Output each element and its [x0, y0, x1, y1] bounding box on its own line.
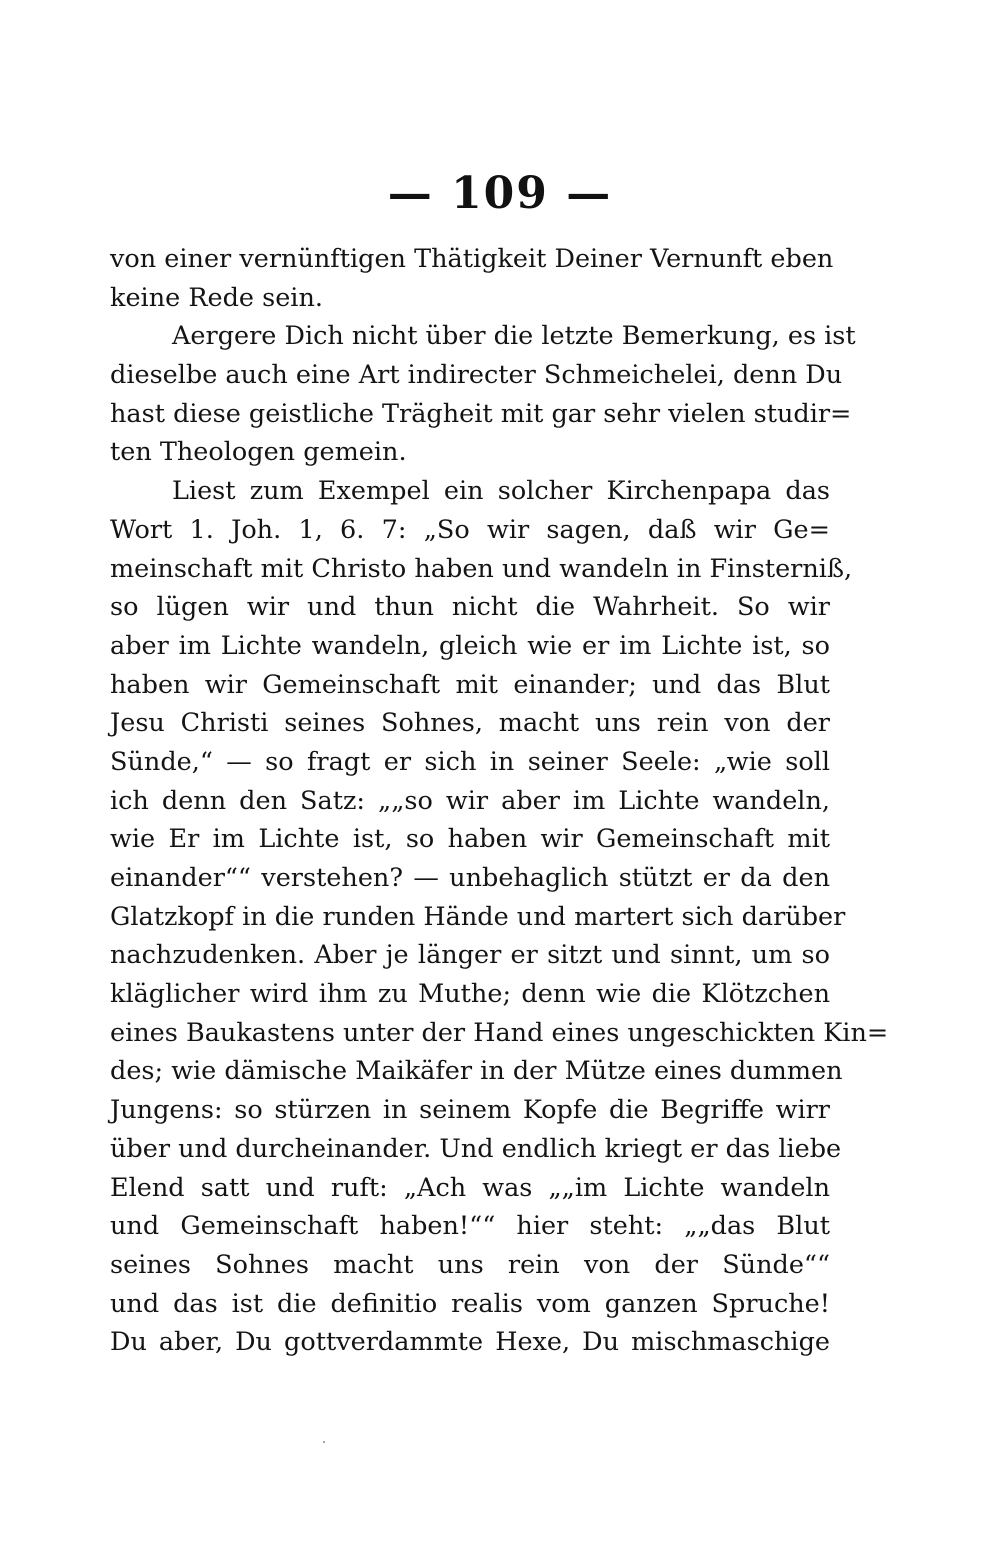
- text-line-25: Elend satt und ruft: „Ach was „„im Lichte wandeln: [110, 1172, 830, 1203]
- text-line-4: dieselbe auch eine Art indirecter Schmeichelei, denn Du: [110, 360, 843, 391]
- text-line-18: Glatzkopf in die runden Hände und martert sich darüber: [110, 901, 846, 932]
- text-line-13: Jesu Christi seines Sohnes, macht uns rein von der: [110, 708, 830, 739]
- text-line-17: einander““ verstehen? — unbehaglich stützt er da den: [110, 863, 830, 893]
- text-line-23: Jungens: so stürzen in seinem Kopfe die Begriffe wirr: [110, 1095, 830, 1126]
- text-line-15: ich denn den Satz: „„so wir aber im Lichte wandeln,: [110, 785, 830, 816]
- text-line-24: über und durcheinander. Und endlich kriegt er das liebe: [110, 1133, 842, 1164]
- text-line-19: nachzudenken. Aber je länger er sitzt und sinnt, um so: [110, 940, 830, 971]
- text-line-26: und Gemeinschaft haben!““ hier steht: „„das Blut: [110, 1211, 830, 1242]
- text-line-11: aber im Lichte wandeln, gleich wie er im Lichte ist, so: [110, 630, 830, 661]
- text-line-9: meinschaft mit Christo haben und wandeln in Finsterniß,: [110, 553, 853, 584]
- text-line-29: Du aber, Du gottverdammte Hexe, Du mischmaschige: [110, 1327, 830, 1358]
- text-line-14: Sünde,“ — so fragt er sich in seiner Seele: „wie soll: [110, 746, 830, 777]
- text-line-1: von einer vernünftigen Thätigkeit Deiner Vernunft eben: [110, 244, 834, 274]
- text-line-6: ten Theologen gemein.: [110, 437, 407, 468]
- text-line-27: seines Sohnes macht uns rein von der Sünde““: [110, 1249, 830, 1280]
- print-speck: [323, 1441, 325, 1443]
- text-line-12: haben wir Gemeinschaft mit einander; und das Blut: [110, 669, 830, 700]
- text-line-2: keine Rede sein.: [110, 282, 323, 313]
- text-line-20: kläglicher wird ihm zu Muthe; denn wie die Klötzchen: [110, 979, 830, 1010]
- text-line-22: des; wie dämische Maikäfer in der Mütze eines dummen: [110, 1056, 843, 1087]
- text-line-7: Liest zum Exempel ein solcher Kirchenpapa das: [172, 476, 830, 507]
- page-number: — 109 —: [387, 168, 613, 219]
- text-line-16: wie Er im Lichte ist, so haben wir Gemeinschaft mit: [110, 824, 830, 855]
- text-line-21: eines Baukastens unter der Hand eines ungeschickten Kin=: [110, 1017, 889, 1048]
- text-line-10: so lügen wir und thun nicht die Wahrheit. So wir: [110, 592, 830, 623]
- text-line-28: und das ist die definitio realis vom ganzen Spruche!: [110, 1288, 830, 1319]
- body-text: [110, 240, 889, 1362]
- text-line-3: Aergere Dich nicht über die letzte Bemerkung, es ist: [172, 321, 856, 352]
- text-line-8: Wort 1. Joh. 1, 6. 7: „So wir sagen, daß wir Ge=: [110, 514, 830, 545]
- text-line-5: hast diese geistliche Trägheit mit gar sehr vielen studir=: [110, 398, 852, 429]
